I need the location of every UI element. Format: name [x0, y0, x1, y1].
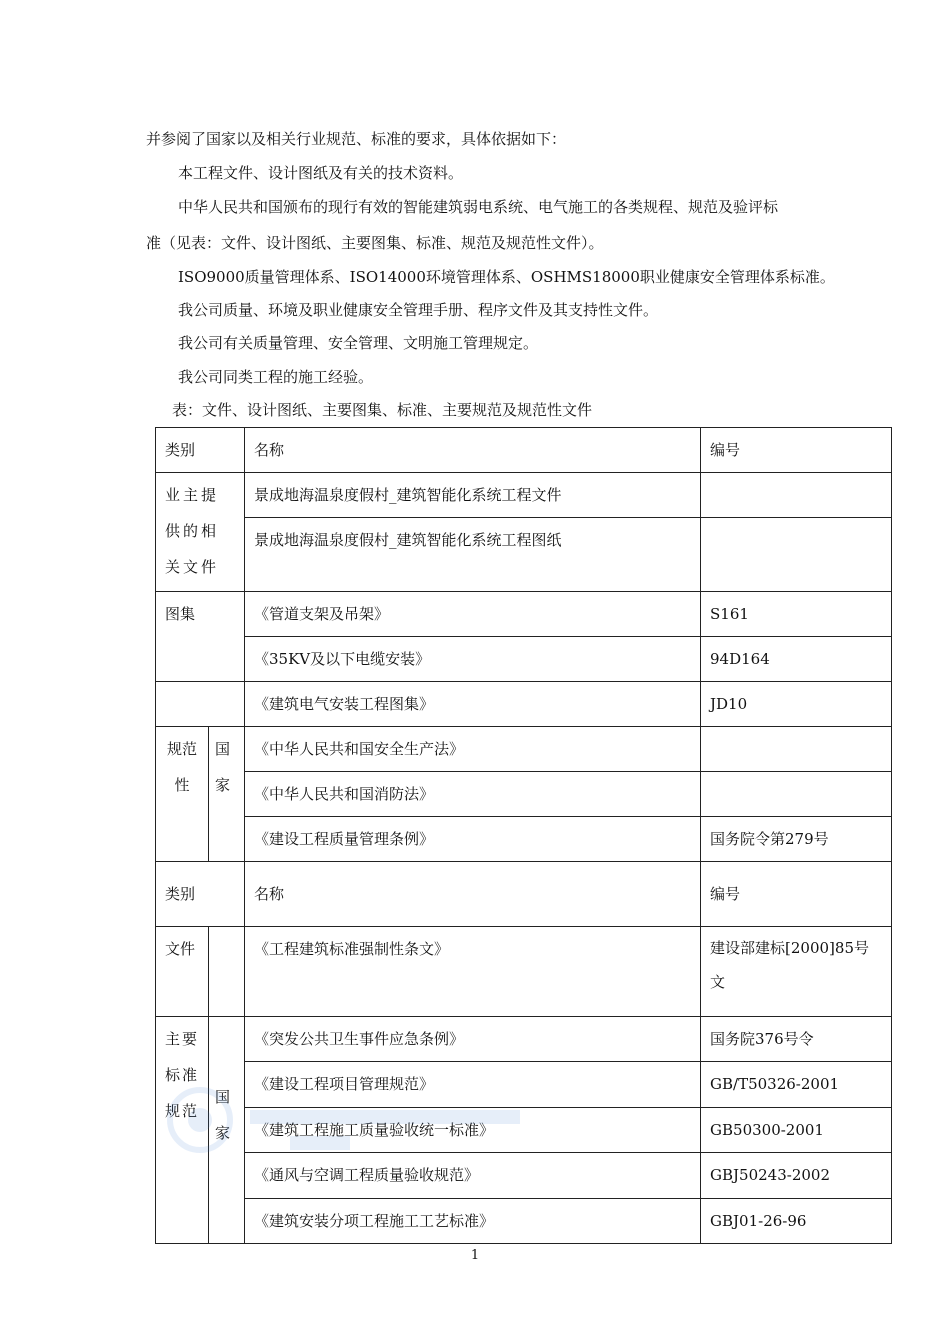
atlas-row3-no: JD10: [701, 682, 892, 727]
table-row: [156, 473, 892, 518]
normative-row3-no: 国务院令第279号: [701, 817, 892, 862]
atlas-row3-name: 《建筑电气安装工程图集》: [245, 682, 701, 727]
normative-label: 规范性: [156, 727, 209, 862]
atlas-row2-name: 《35KV及以下电缆安装》: [245, 637, 701, 682]
table-header-row: [156, 428, 892, 473]
table-row: [156, 682, 892, 727]
standards-row5-no: GBJ01-26-96: [701, 1199, 892, 1244]
atlas-empty-cell: [156, 682, 245, 727]
file-sub-empty: [209, 927, 245, 1017]
intro-line-3b: 准（见表：文件、设计图纸、主要图集、标准、规范及规范性文件）。: [146, 234, 604, 252]
intro-line-6: 我公司有关质量管理、安全管理、文明施工管理规定。: [178, 334, 539, 352]
intro-line-4: ISO9000质量管理体系、ISO14000环境管理体系、OSHMS18000职业健康安全管理体系标准。: [178, 268, 835, 286]
owner-row2-no: [701, 518, 892, 592]
standards-row3-no: GB50300-2001: [701, 1108, 892, 1153]
owner-row1-no: [701, 473, 892, 518]
table-row: [156, 518, 892, 592]
standards-label: 主要标准规范: [156, 1017, 209, 1244]
standards-row2-no: GB/T50326-2001: [701, 1062, 892, 1108]
file-name: 《工程建筑标准强制性条文》: [245, 927, 701, 1017]
watermark-logo: [160, 1080, 540, 1160]
normative-row3-name: 《建设工程质量管理条例》: [245, 817, 701, 862]
header-name: 名称: [245, 428, 701, 473]
header-number: 编号: [701, 428, 892, 473]
table-row: [156, 817, 892, 862]
standards-row4-no: GBJ50243-2002: [701, 1153, 892, 1199]
table-row: [156, 1017, 892, 1062]
intro-line-1: 并参阅了国家以及相关行业规范、标准的要求，具体依据如下：: [146, 130, 567, 148]
header2-category: 类别: [156, 862, 245, 927]
header2-number: 编号: [701, 862, 892, 927]
table-row: [156, 727, 892, 772]
file-no: 建设部建标[2000]85号文: [701, 927, 892, 1017]
standards-sub: 国家: [209, 1017, 245, 1244]
normative-row1-name: 《中华人民共和国安全生产法》: [245, 727, 701, 772]
table-row: [156, 637, 892, 682]
standards-row3-name: 《建筑工程施工质量验收统一标准》: [245, 1108, 701, 1153]
intro-line-5: 我公司质量、环境及职业健康安全管理手册、程序文件及其支持性文件。: [178, 301, 659, 319]
table-row: [156, 927, 892, 1017]
owner-label: 业主提供的相关文件: [156, 473, 245, 592]
owner-row1-name: 景成地海温泉度假村_建筑智能化系统工程文件: [245, 473, 701, 518]
standards-row5-name: 《建筑安装分项工程施工工艺标准》: [245, 1199, 701, 1244]
table-row: [156, 592, 892, 637]
table-header-row-2: [156, 862, 892, 927]
intro-line-3a: 中华人民共和国颁布的现行有效的智能建筑弱电系统、电气施工的各类规程、规范及验评标: [178, 198, 779, 216]
standards-row1-name: 《突发公共卫生事件应急条例》: [245, 1017, 701, 1062]
header-category: 类别: [156, 428, 245, 473]
atlas-label: 图集: [156, 592, 245, 682]
table-row: [156, 1199, 892, 1244]
standards-row4-name: 《通风与空调工程质量验收规范》: [245, 1153, 701, 1199]
normative-row1-no: [701, 727, 892, 772]
owner-row2-name: 景成地海温泉度假村_建筑智能化系统工程图纸: [245, 518, 701, 592]
table-row: [156, 772, 892, 817]
normative-sub: 国家: [209, 727, 245, 862]
standards-row1-no: 国务院376号令: [701, 1017, 892, 1062]
atlas-row1-no: S161: [701, 592, 892, 637]
table-caption: 表：文件、设计图纸、主要图集、标准、主要规范及规范性文件: [172, 401, 593, 419]
intro-line-2: 本工程文件、设计图纸及有关的技术资料。: [178, 164, 464, 182]
file-label: 文件: [156, 927, 209, 1017]
atlas-row1-name: 《管道支架及吊架》: [245, 592, 701, 637]
normative-row2-no: [701, 772, 892, 817]
atlas-row2-no: 94D164: [701, 637, 892, 682]
page-number: 1: [470, 1248, 480, 1263]
header2-name: 名称: [245, 862, 701, 927]
normative-row2-name: 《中华人民共和国消防法》: [245, 772, 701, 817]
intro-line-7: 我公司同类工程的施工经验。: [178, 368, 374, 386]
standards-row2-name: 《建设工程项目管理规范》: [245, 1062, 701, 1108]
